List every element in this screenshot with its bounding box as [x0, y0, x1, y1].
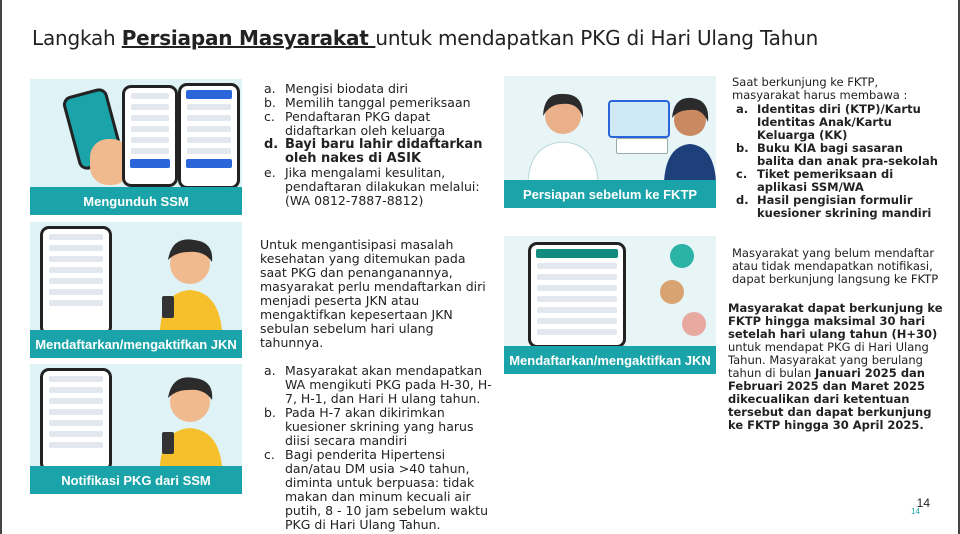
- doctor-illustration: [518, 86, 608, 182]
- avatar: [660, 280, 684, 304]
- list-item: c. Bagi penderita Hipertensi dan/atau DM usia >40 tahun, diminta untuk berpuasa: tidak makan dan minum kecuali air putih, 8 - 10 jam sebelum waktu PKG di Hari Ulang Tahun.: [264, 447, 488, 532]
- phone-illustration: [122, 85, 178, 187]
- list-item: d. Hasil pengisian formulir kuesioner skrining mandiri: [736, 193, 932, 220]
- page-number-small: 14: [911, 507, 920, 516]
- jkn-paragraph: Untuk mengantisipasi masalah kesehatan yang ditemukan pada saat PKG dan penanganannya, masyarakat perlu mendaftarkan diri menjadi peserta JKN atau mengaktifkan kepesertaan JKN sebulan sebelum hari ulang tahunnya.: [260, 237, 486, 350]
- phone-illustration: [40, 226, 112, 336]
- list-item: a. Identitas diri (KTP)/Kartu Identitas Anak/Kartu Keluarga (KK): [736, 102, 921, 142]
- patient-illustration: [664, 86, 716, 182]
- ssm-steps-list: [260, 82, 490, 208]
- notification-steps-list: [260, 364, 498, 532]
- card-caption: Mendaftarkan/mengaktifkan JKN: [30, 330, 242, 358]
- card-download-ssm: [30, 79, 242, 215]
- list-item: d. Bayi baru lahir didaftarkan oleh nakes di ASIK: [264, 137, 483, 166]
- avatar: [670, 244, 694, 268]
- card-prepare-fktp: [504, 76, 716, 208]
- notification-paragraph: Masyarakat yang belum mendaftar atau tidak mendapatkan notifikasi, dapat berkunjung langsung ke FKTP: [732, 246, 939, 286]
- final-paragraph: Masyarakat dapat berkunjung ke FKTP hingga maksimal 30 hari setelah hari ulang tahun (H+30) untuk mendapat PKG di Hari Ulang Tahun. Masyarakat yang berulang tahun di bulan Januari 2025 dan Februari 2025 dan Maret 2025 dikecualikan dari ketentuan tersebut dan dapat berkunjung ke FKTP hingga 30 April 2025.: [728, 301, 943, 432]
- list-item: b. Buku KIA bagi sasaran balita dan anak pra-sekolah: [736, 141, 938, 168]
- card-jkn: [30, 222, 242, 358]
- card-caption: Mengunduh SSM: [30, 187, 242, 215]
- card-notification: [30, 364, 242, 494]
- card-jkn-whatsapp: [504, 236, 716, 374]
- kia-book-illustration: [616, 138, 668, 154]
- list-item: a. Masyarakat akan mendapatkan WA mengikuti PKG pada H-30, H-7, H-1, dan Hari H ulang tahun.: [264, 363, 492, 406]
- list-item: b. Memilih tanggal pemeriksaan: [264, 95, 471, 110]
- list-item: a. Mengisi biodata diri: [264, 81, 408, 96]
- person-illustration: [142, 370, 238, 466]
- phone-illustration: [178, 83, 240, 189]
- phone-illustration: [528, 242, 626, 348]
- left-border: [0, 0, 2, 534]
- id-card-illustration: [608, 100, 670, 138]
- list-item: c. Pendaftaran PKG dapat didaftarkan oleh keluarga: [264, 109, 446, 138]
- list-item: b. Pada H-7 akan dikirimkan kuesioner skrining yang harus diisi secara mandiri: [264, 405, 474, 448]
- fktp-intro: Saat berkunjung ke FKTP, masyarakat harus membawa :: [732, 75, 908, 102]
- avatar: [682, 312, 706, 336]
- page-title: Langkah Persiapan Masyarakat untuk mendapatkan PKG di Hari Ulang Tahun: [32, 26, 819, 50]
- card-caption: Persiapan sebelum ke FKTP: [504, 180, 716, 208]
- list-item: e. Jika mengalami kesulitan, pendaftaran dilakukan melalui: (WA 0812-7887-8812): [264, 165, 480, 208]
- page-number: 14: [916, 496, 930, 510]
- fktp-requirements: [732, 76, 942, 220]
- phone-illustration: [40, 368, 112, 472]
- card-caption: Notifikasi PKG dari SSM: [30, 466, 242, 494]
- card-caption: Mendaftarkan/mengaktifkan JKN: [504, 346, 716, 374]
- list-item: c. Tiket pemeriksaan di aplikasi SSM/WA: [736, 167, 894, 194]
- person-illustration: [142, 230, 238, 330]
